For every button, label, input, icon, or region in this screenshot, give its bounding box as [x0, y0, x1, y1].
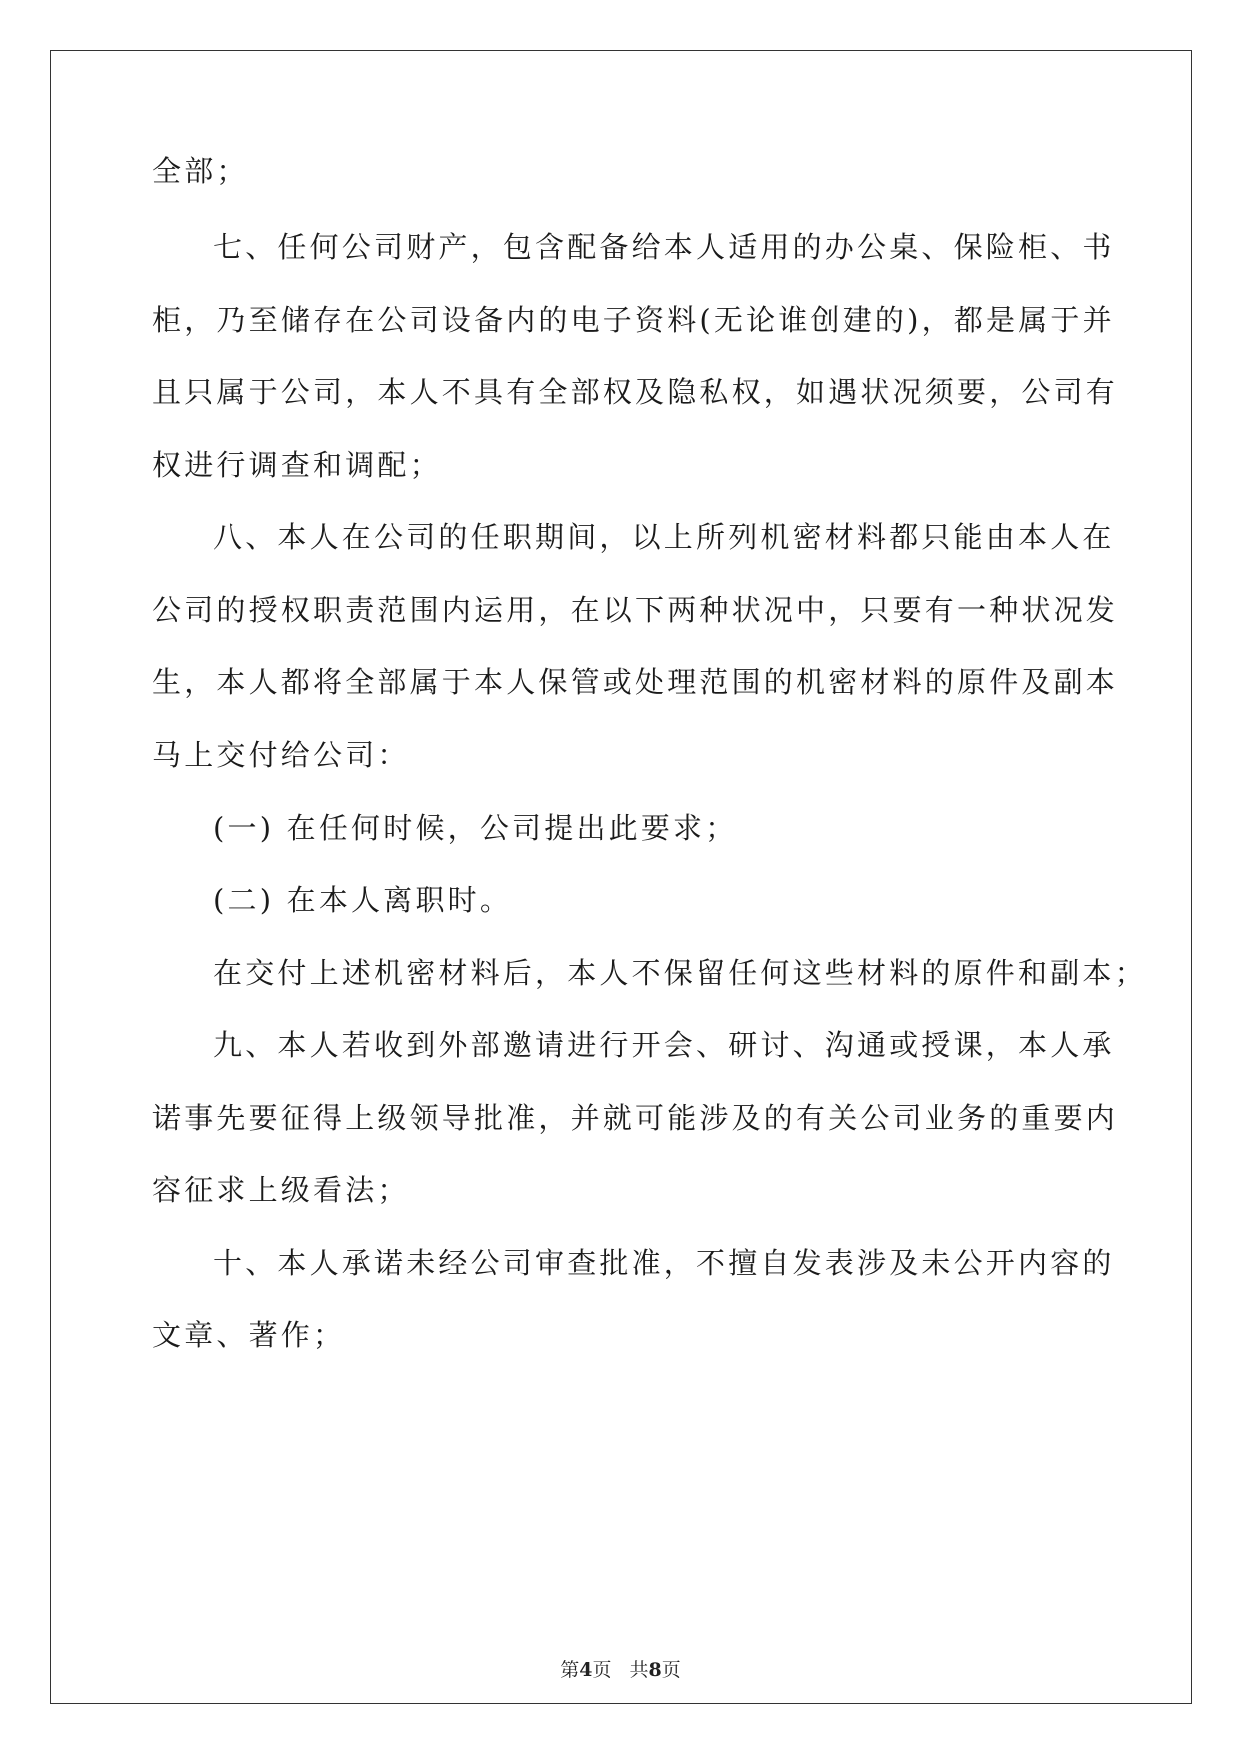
- total-page-number: 8: [648, 1659, 662, 1681]
- paragraph-line: 马上交付给公司：: [152, 738, 410, 772]
- paragraph-line: 全部；: [152, 154, 249, 188]
- page-border: [50, 50, 1192, 1704]
- paragraph-line: 七、任何公司财产，包含配备给本人适用的办公桌、保险柜、书: [213, 230, 1115, 264]
- current-page-number: 4: [579, 1659, 593, 1681]
- paragraph-line: (一) 在任何时候，公司提出此要求；: [213, 811, 738, 845]
- paragraph-line: 八、本人在公司的任职期间，以上所列机密材料都只能由本人在: [213, 520, 1115, 554]
- paragraph-line: 公司的授权职责范围内运用，在以下两种状况中，只要有一种状况发: [152, 593, 1119, 627]
- total-unit: 页: [661, 1659, 681, 1681]
- paragraph-line: 权进行调查和调配；: [152, 448, 442, 482]
- paragraph-line: (二) 在本人离职时。: [213, 883, 513, 917]
- total-prefix: 共: [629, 1659, 649, 1681]
- paragraph-line: 生，本人都将全部属于本人保管或处理范围的机密材料的原件及副本: [152, 665, 1119, 699]
- page-unit: 页: [592, 1659, 612, 1681]
- paragraph-line: 文章、著作；: [152, 1318, 346, 1352]
- paragraph-line: 且只属于公司，本人不具有全部权及隐私权，如遇状况须要，公司有: [152, 375, 1119, 409]
- paragraph-line: 柜，乃至储存在公司设备内的电子资料(无论谁创建的)，都是属于并: [152, 303, 1115, 337]
- paragraph-line: 容征求上级看法；: [152, 1173, 410, 1207]
- paragraph-line: 九、本人若收到外部邀请进行开会、研讨、沟通或授课，本人承: [213, 1028, 1115, 1062]
- page-footer: [0, 1658, 1241, 1682]
- paragraph-line: 诺事先要征得上级领导批准，并就可能涉及的有关公司业务的重要内: [152, 1101, 1119, 1135]
- page-prefix: 第: [560, 1659, 580, 1681]
- paragraph-line: 十、本人承诺未经公司审查批准，不擅自发表涉及未公开内容的: [213, 1246, 1115, 1280]
- paragraph-line: 在交付上述机密材料后，本人不保留任何这些材料的原件和副本；: [213, 956, 1147, 990]
